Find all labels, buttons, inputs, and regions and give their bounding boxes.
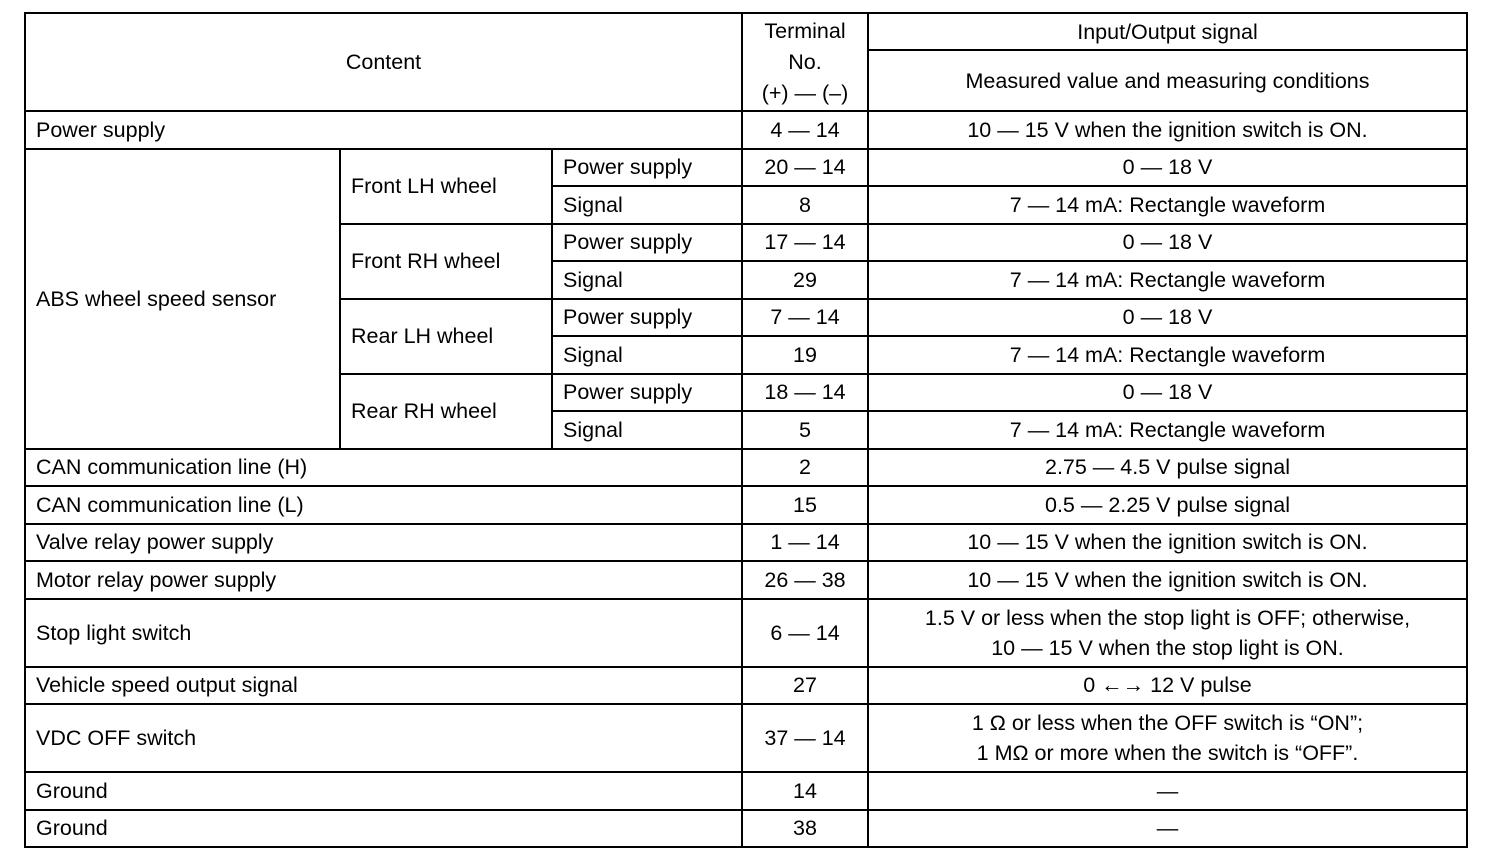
table-row [25, 524, 1467, 562]
table-row [25, 599, 1467, 667]
row-value: 0 — 18 V [868, 374, 1467, 412]
table-row [25, 111, 1467, 149]
row-content: Vehicle speed output signal [25, 667, 742, 705]
header-terminal [742, 13, 868, 111]
row-terminal: 17 — 14 [742, 224, 868, 262]
row-value: 0 — 18 V [868, 299, 1467, 337]
row-content: Valve relay power supply [25, 524, 742, 562]
row-terminal: 4 — 14 [742, 111, 868, 149]
wheel-label: Front RH wheel [340, 224, 552, 299]
sub-item: Power supply [552, 374, 742, 412]
sub-item: Power supply [552, 149, 742, 187]
row-content: Power supply [25, 111, 742, 149]
row-value: 0 — 18 V [868, 224, 1467, 262]
row-content: CAN communication line (H) [25, 449, 742, 487]
row-content: Ground [25, 772, 742, 810]
row-value: 7 — 14 mA: Rectangle waveform [868, 336, 1467, 374]
table-row [25, 149, 1467, 187]
row-value: 0.5 — 2.25 V pulse signal [868, 486, 1467, 524]
table-row [25, 667, 1467, 705]
row-content: Motor relay power supply [25, 561, 742, 599]
row-value-line2: 1 MΩ or more when the switch is “OFF”. [976, 741, 1359, 765]
row-value-line1: 1 Ω or less when the OFF switch is “ON”; [971, 711, 1364, 735]
row-terminal: 38 [742, 810, 868, 848]
row-value: 7 — 14 mA: Rectangle waveform [868, 411, 1467, 449]
header-io-signal: Input/Output signal [868, 13, 1467, 50]
wheel-label: Rear LH wheel [340, 299, 552, 374]
row-content: Stop light switch [25, 599, 742, 667]
row-value: 10 — 15 V when the ignition switch is ON. [868, 111, 1467, 149]
abs-sensor-label: ABS wheel speed sensor [25, 149, 340, 449]
row-value: 10 — 15 V when the ignition switch is ON. [868, 524, 1467, 562]
row-value: 0 ←→ 12 V pulse [868, 667, 1467, 705]
terminal-spec-table [24, 12, 1468, 848]
table-row [25, 486, 1467, 524]
row-terminal: 15 [742, 486, 868, 524]
row-terminal: 26 — 38 [742, 561, 868, 599]
header-row [25, 13, 1467, 50]
table-row [25, 810, 1467, 848]
table-row [25, 449, 1467, 487]
sub-item: Power supply [552, 299, 742, 337]
row-value: 7 — 14 mA: Rectangle waveform [868, 261, 1467, 299]
row-value: 7 — 14 mA: Rectangle waveform [868, 186, 1467, 224]
row-terminal: 8 [742, 186, 868, 224]
table-row [25, 772, 1467, 810]
row-terminal: 5 [742, 411, 868, 449]
row-terminal: 14 [742, 772, 868, 810]
header-terminal-line1: Terminal [764, 18, 846, 43]
sub-item: Signal [552, 261, 742, 299]
row-terminal: 1 — 14 [742, 524, 868, 562]
row-value: 10 — 15 V when the ignition switch is ON. [868, 561, 1467, 599]
row-content: VDC OFF switch [25, 704, 742, 772]
wheel-label: Rear RH wheel [340, 374, 552, 449]
row-value: 2.75 — 4.5 V pulse signal [868, 449, 1467, 487]
row-value-line2: 10 — 15 V when the stop light is ON. [991, 635, 1344, 660]
header-terminal-line3: (+) — (–) [761, 80, 849, 105]
sub-item: Power supply [552, 224, 742, 262]
row-terminal: 6 — 14 [742, 599, 868, 667]
row-terminal: 19 [742, 336, 868, 374]
row-value: 0 — 18 V [868, 149, 1467, 187]
header-terminal-line2: No. [788, 49, 822, 74]
wheel-label: Front LH wheel [340, 149, 552, 224]
header-measured: Measured value and measuring conditions [868, 50, 1467, 111]
row-terminal: 18 — 14 [742, 374, 868, 412]
header-content: Content [25, 13, 742, 111]
row-value [868, 599, 1467, 667]
row-terminal: 27 [742, 667, 868, 705]
row-terminal: 37 — 14 [742, 704, 868, 772]
row-value [868, 704, 1467, 772]
table-row [25, 561, 1467, 599]
sub-item: Signal [552, 411, 742, 449]
row-value-line1: 1.5 V or less when the stop light is OFF; otherwise, [924, 605, 1411, 630]
row-terminal: 29 [742, 261, 868, 299]
row-value: — [868, 810, 1467, 848]
row-terminal: 7 — 14 [742, 299, 868, 337]
row-content: Ground [25, 810, 742, 848]
sub-item: Signal [552, 186, 742, 224]
row-value: — [868, 772, 1467, 810]
row-terminal: 2 [742, 449, 868, 487]
row-content: CAN communication line (L) [25, 486, 742, 524]
table-row [25, 704, 1467, 772]
sub-item: Signal [552, 336, 742, 374]
row-terminal: 20 — 14 [742, 149, 868, 187]
